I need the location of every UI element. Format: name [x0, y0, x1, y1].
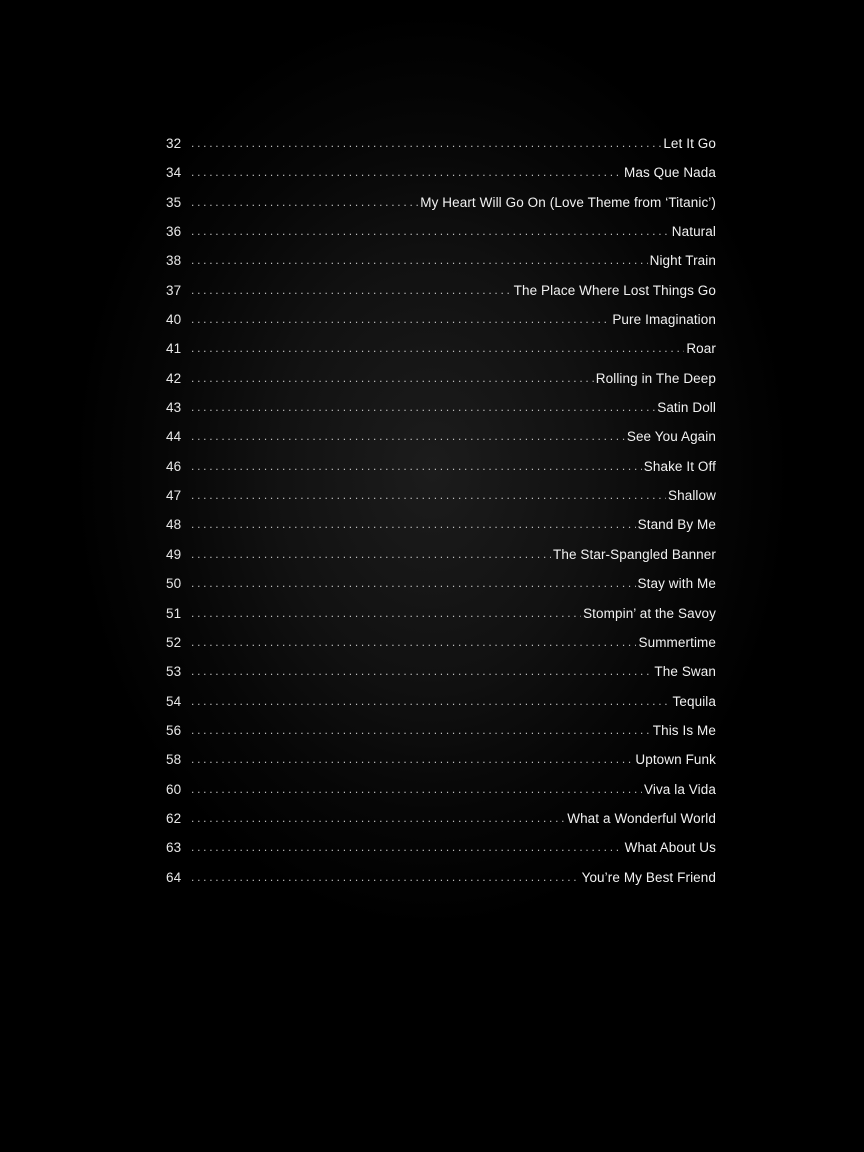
song-title: See You Again: [626, 429, 716, 445]
dot-leader: [191, 811, 565, 825]
page-number: 32: [166, 136, 182, 151]
dot-leader: [191, 782, 642, 796]
toc-entry[interactable]: [166, 635, 716, 664]
song-title: This Is Me: [652, 722, 716, 738]
page-number: 51: [166, 605, 182, 621]
song-title: What a Wonderful World: [567, 810, 716, 826]
song-title: My Heart Will Go On (Love Theme from ‘Titanic’): [420, 194, 716, 210]
dot-leader: [191, 576, 636, 590]
dot-leader: [191, 488, 666, 502]
page-number: 58: [166, 752, 182, 768]
dot-leader: [191, 371, 594, 385]
page-number: 36: [166, 224, 182, 240]
song-title: Roar: [686, 341, 716, 357]
toc-entry[interactable]: [166, 811, 716, 840]
dot-leader: [191, 341, 684, 355]
dot-leader: [191, 547, 551, 561]
page-number: 41: [166, 341, 182, 357]
song-title: The Swan: [654, 664, 716, 680]
toc-entry[interactable]: [166, 694, 716, 723]
page-number: 53: [166, 664, 182, 680]
toc-entry[interactable]: [166, 195, 716, 224]
song-title: Viva la Vida: [643, 781, 716, 797]
toc-entry[interactable]: [166, 459, 716, 488]
song-title: Tequila: [672, 693, 716, 709]
dot-leader: [191, 459, 642, 473]
dot-leader: [191, 606, 581, 620]
dot-leader: [191, 136, 661, 150]
dot-leader: [191, 224, 670, 238]
page-number: 43: [166, 400, 182, 416]
dot-leader: [191, 400, 655, 414]
page-number: 44: [166, 429, 182, 445]
song-title: Satin Doll: [657, 400, 716, 416]
song-title: Rolling in The Deep: [595, 370, 716, 386]
dot-leader: [191, 635, 636, 649]
page-number: 38: [166, 253, 182, 269]
page-number: 40: [166, 312, 182, 328]
dot-leader: [191, 165, 622, 179]
page-number: 64: [166, 869, 182, 885]
page-number: 49: [166, 546, 182, 562]
toc-entry[interactable]: [166, 488, 716, 517]
toc-entry[interactable]: [166, 517, 716, 546]
page-number: 62: [166, 810, 182, 826]
page-number: 52: [166, 634, 182, 650]
song-title: Stay with Me: [637, 576, 716, 592]
toc-entry[interactable]: [166, 400, 716, 429]
song-title: Natural: [671, 224, 716, 240]
toc-entry[interactable]: [166, 606, 716, 635]
toc-entry[interactable]: [166, 752, 716, 781]
song-title: Let It Go: [663, 136, 716, 151]
song-title: Shallow: [668, 488, 716, 504]
page-number: 48: [166, 517, 182, 533]
toc-entry[interactable]: [166, 664, 716, 693]
dot-leader: [191, 752, 633, 766]
dot-leader: [191, 195, 418, 209]
song-title: Stompin’ at the Savoy: [583, 605, 716, 621]
page-number: 56: [166, 722, 182, 738]
song-title: Pure Imagination: [612, 312, 716, 328]
toc-entry[interactable]: [166, 312, 716, 341]
song-title: Uptown Funk: [635, 752, 716, 768]
page-number: 46: [166, 458, 182, 474]
toc-entry[interactable]: [166, 870, 716, 899]
toc-entry[interactable]: [166, 253, 716, 282]
page-number: 37: [166, 282, 182, 298]
toc-entry[interactable]: [166, 840, 716, 869]
song-title: Stand By Me: [637, 517, 716, 533]
toc-entry[interactable]: [166, 782, 716, 811]
page-number: 47: [166, 488, 182, 504]
song-title: You’re My Best Friend: [581, 869, 716, 885]
dot-leader: [191, 253, 648, 267]
page-number: 60: [166, 781, 182, 797]
toc-entry[interactable]: [166, 224, 716, 253]
toc-entry[interactable]: [166, 576, 716, 605]
page-number: 34: [166, 165, 182, 181]
song-title: The Star-Spangled Banner: [552, 546, 716, 562]
song-title: Shake It Off: [643, 458, 716, 474]
dot-leader: [191, 870, 580, 884]
toc-entry[interactable]: [166, 136, 716, 165]
toc-entry[interactable]: [166, 283, 716, 312]
song-title: What About Us: [624, 840, 716, 856]
dot-leader: [191, 429, 625, 443]
toc-entry[interactable]: [166, 341, 716, 370]
song-title: The Place Where Lost Things Go: [513, 282, 716, 298]
dot-leader: [191, 723, 651, 737]
dot-leader: [191, 312, 610, 326]
dot-leader: [191, 517, 636, 531]
page-number: 50: [166, 576, 182, 592]
toc-entry[interactable]: [166, 371, 716, 400]
page-number: 42: [166, 370, 182, 386]
dot-leader: [191, 283, 512, 297]
song-title: Summertime: [638, 634, 716, 650]
toc-entry[interactable]: [166, 723, 716, 752]
page-number: 54: [166, 693, 182, 709]
song-title: Night Train: [649, 253, 716, 269]
page-number: 63: [166, 840, 182, 856]
toc-entry[interactable]: [166, 429, 716, 458]
song-title: Mas Que Nada: [624, 165, 716, 181]
dot-leader: [191, 694, 671, 708]
table-of-contents: [166, 136, 716, 899]
toc-entry[interactable]: [166, 165, 716, 194]
dot-leader: [191, 840, 623, 854]
page-number: 35: [166, 194, 182, 210]
dot-leader: [191, 664, 652, 678]
toc-entry[interactable]: [166, 547, 716, 576]
